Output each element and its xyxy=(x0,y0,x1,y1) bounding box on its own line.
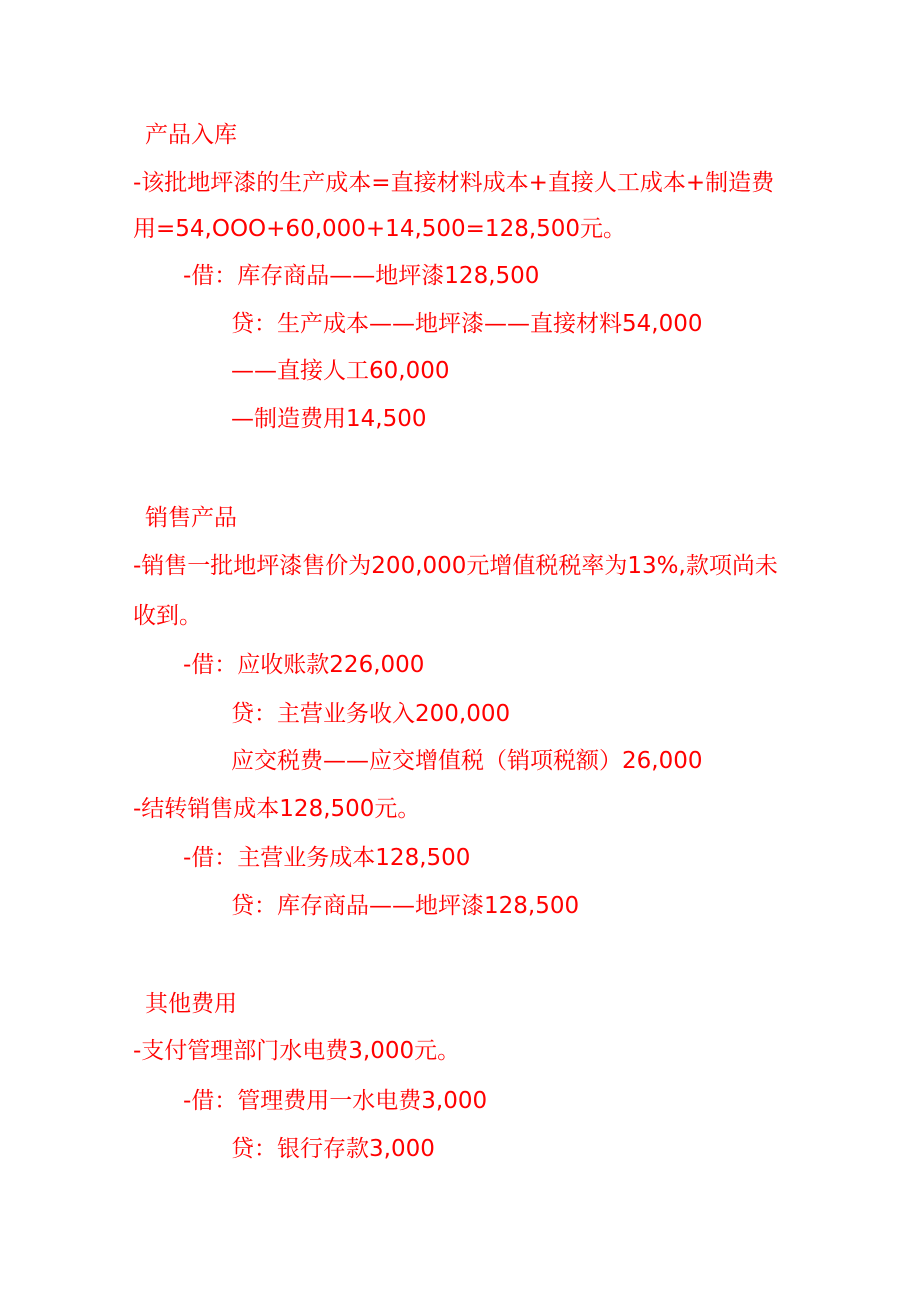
credit-entry: ——直接人工60,000 xyxy=(231,358,450,384)
debit-entry: -借：应收账款226,000 xyxy=(183,652,425,678)
credit-entry: —制造费用14,500 xyxy=(231,406,427,432)
credit-entry: 贷：生产成本——地坪漆——直接材料54,000 xyxy=(231,311,703,337)
credit-entry: 贷：库存商品——地坪漆128,500 xyxy=(231,893,580,919)
credit-entry: 贷：主营业务收入200,000 xyxy=(231,701,511,727)
section-heading-product-storage: 产品入库 xyxy=(145,122,237,148)
credit-entry: 应交税费——应交增值税（销项税额）26,000 xyxy=(231,748,703,774)
credit-entry: 贷：银行存款3,000 xyxy=(231,1136,435,1162)
text-line: 用=54,OOO+60,000+14,500=128,500元。 xyxy=(133,216,627,242)
text-line: -结转销售成本128,500元。 xyxy=(133,796,421,822)
text-line: -销售一批地坪漆售价为200,000元增值税税率为13%,款项尚未 xyxy=(133,553,778,579)
section-heading-other-expenses: 其他费用 xyxy=(145,991,237,1017)
debit-entry: -借：主营业务成本128,500 xyxy=(183,845,471,871)
text-line: -支付管理部门水电费3,000元。 xyxy=(133,1038,461,1064)
section-heading-product-sales: 销售产品 xyxy=(145,505,237,531)
text-line: 收到。 xyxy=(133,603,202,629)
text-line: -该批地坪漆的生产成本=直接材料成本+直接人工成本+制造费 xyxy=(133,170,775,196)
debit-entry: -借：库存商品——地坪漆128,500 xyxy=(183,263,540,289)
debit-entry: -借：管理费用一水电费3,000 xyxy=(183,1088,488,1114)
